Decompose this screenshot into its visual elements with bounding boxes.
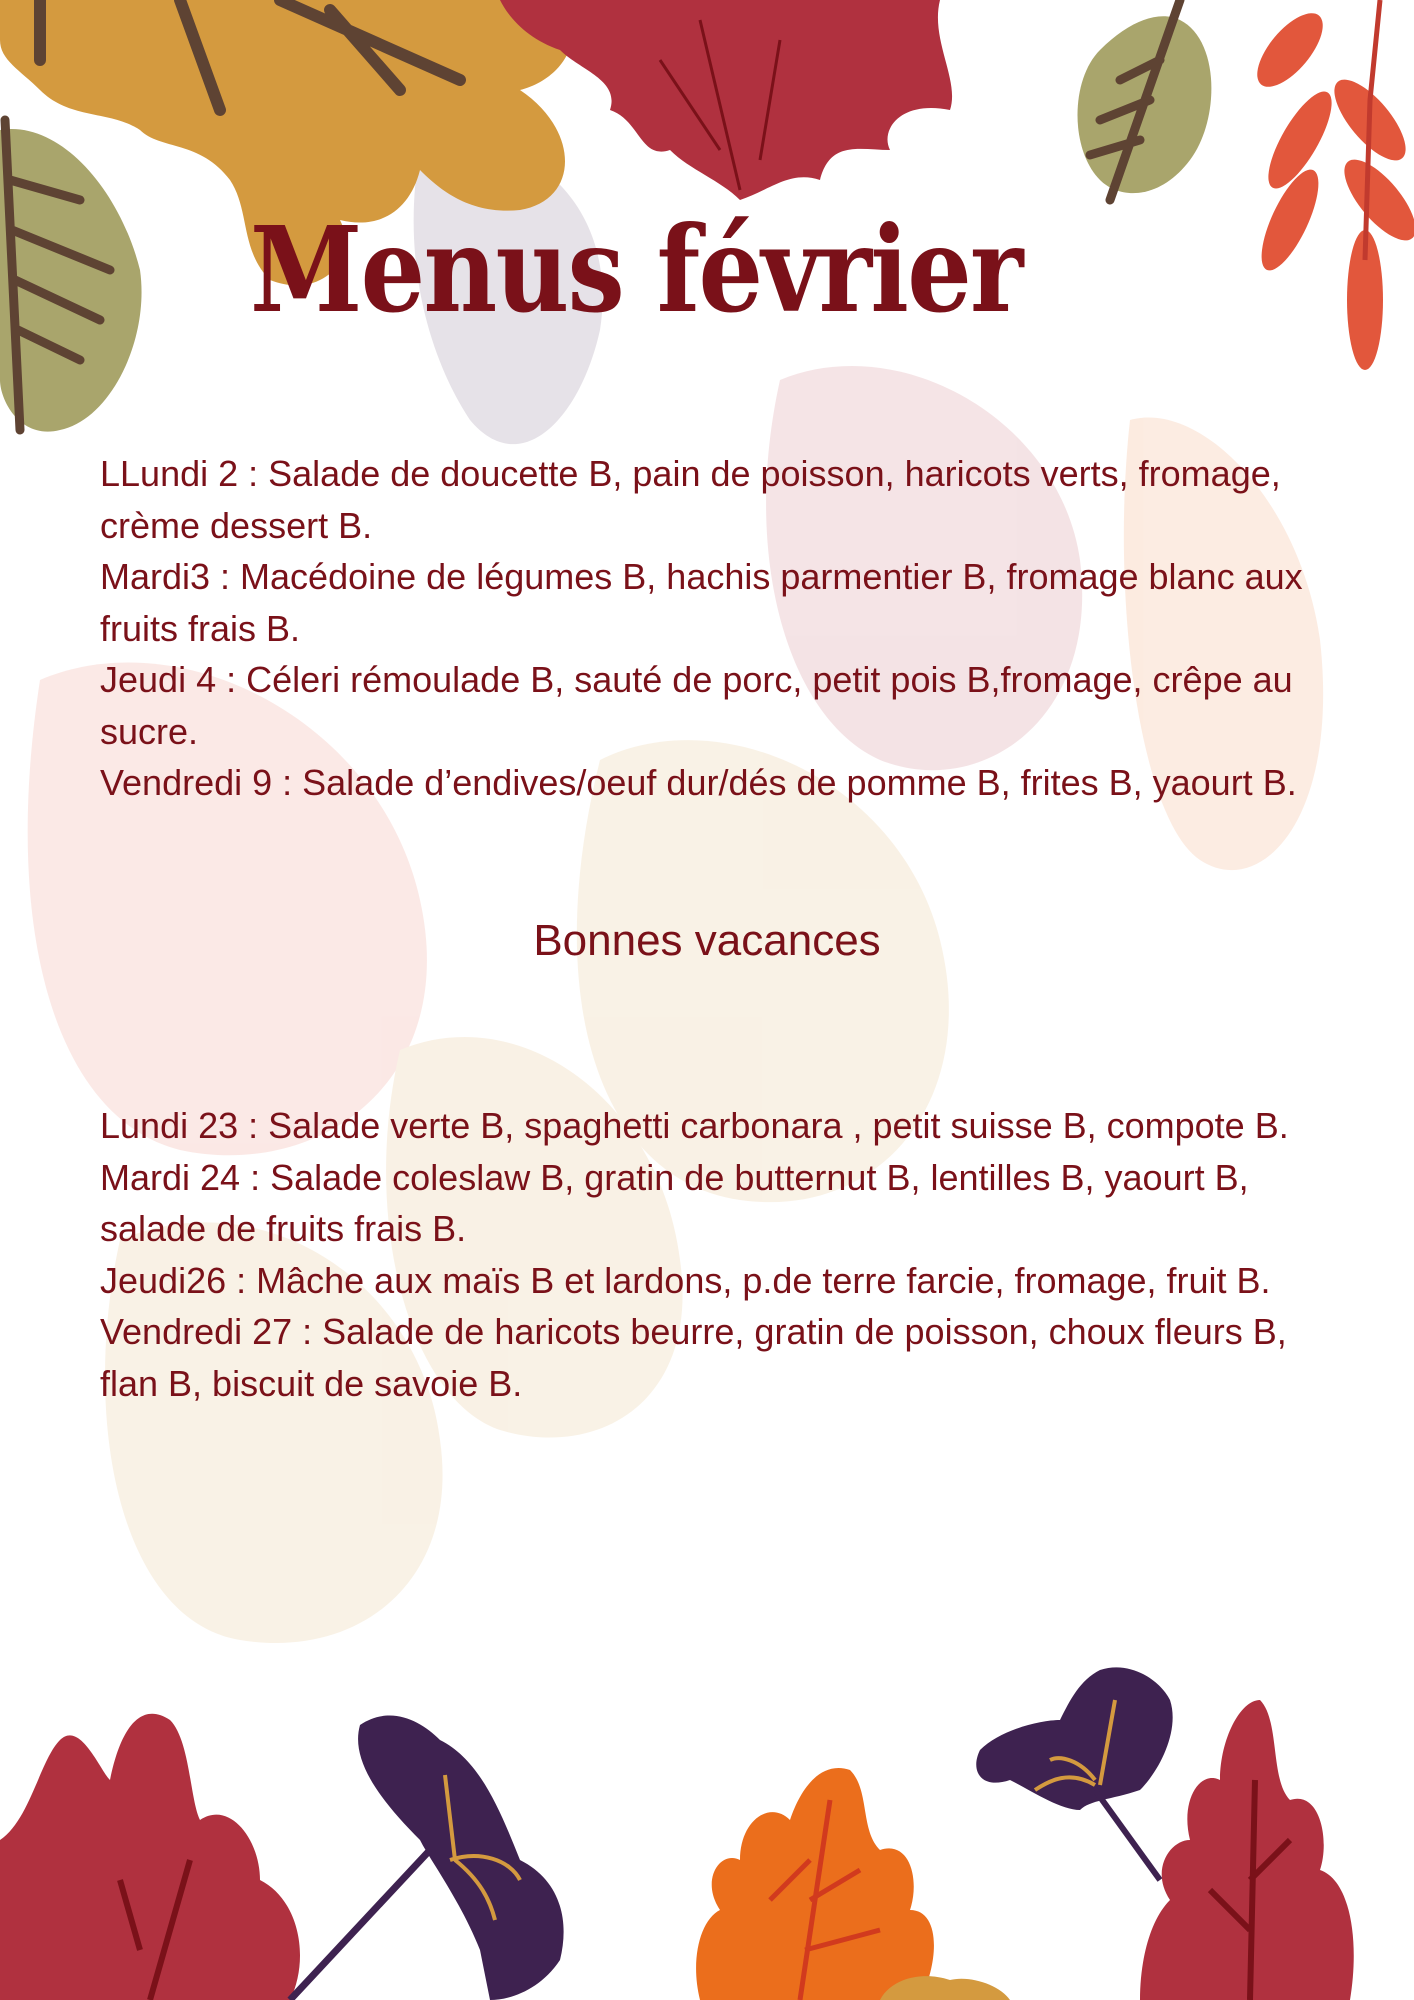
menu-day-entry: Vendredi 9 : Salade d’endives/oeuf dur/dés de pomme B, frites B, yaourt B. (100, 762, 1297, 803)
menu-day-entry: Vendredi 27 : Salade de haricots beurre, gratin de poisson, choux fleurs B, flan B, biscuit de savoie B. (100, 1311, 1287, 1404)
menu-day-entry: Mardi3 : Macédoine de légumes B, hachis parmentier B, fromage blanc aux fruits frais B. (100, 556, 1303, 649)
menu-day-entry: LLundi 2 : Salade de doucette B, pain de poisson, haricots verts, fromage, crème dessert B. (100, 453, 1281, 546)
vacation-heading: Bonnes vacances (533, 916, 881, 965)
menu-week-1 (100, 448, 1320, 809)
menu-day-entry: Lundi 23 : Salade verte B, spaghetti carbonara , petit suisse B, compote B. (100, 1105, 1289, 1146)
menu-week-2 (100, 1100, 1320, 1409)
menu-day-entry: Jeudi 4 : Céleri rémoulade B, sauté de porc, petit pois B,fromage, crêpe au sucre. (100, 659, 1293, 752)
menu-day-entry: Mardi 24 : Salade coleslaw B, gratin de butternut B, lentilles B, yaourt B, salade de fruits frais B. (100, 1156, 1249, 1249)
menu-day-entry: Jeudi26 : Mâche aux maïs B et lardons, p.de terre farcie, fromage, fruit B. (100, 1259, 1271, 1301)
page-title: Menus février (250, 200, 1022, 339)
